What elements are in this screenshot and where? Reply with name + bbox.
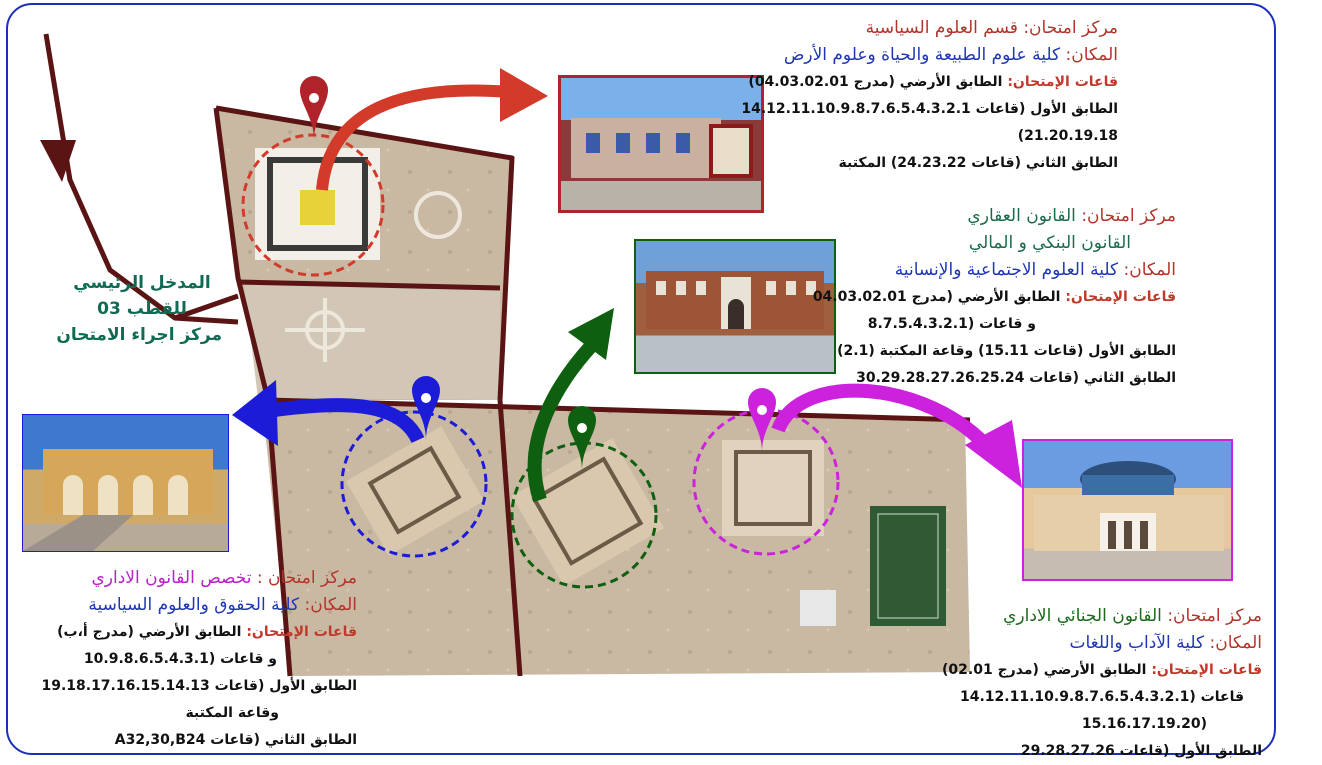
photo-social-building bbox=[634, 239, 836, 374]
halls-label: قاعات الإمتحان: bbox=[1007, 74, 1118, 90]
halls-label: قاعات الإمتحان: bbox=[1151, 662, 1262, 678]
halls-line3: الطابق الأول (قاعات 19.18.17.16.15.14.13 bbox=[41, 678, 357, 694]
center-value: تخصص القانون الاداري bbox=[91, 568, 252, 588]
place-value: كلية علوم الطبيعة والحياة وعلوم الأرض bbox=[783, 45, 1061, 65]
photo-political-building bbox=[558, 75, 764, 213]
center-criminal-info bbox=[942, 603, 1262, 765]
center-label: مركز امتحان : bbox=[256, 568, 357, 588]
center-value: القانون الجنائي الاداري bbox=[1003, 606, 1162, 626]
photo-letters-building bbox=[1022, 439, 1233, 581]
place-label: المكان: bbox=[1065, 45, 1118, 65]
center-realestate-info bbox=[813, 203, 1176, 392]
place-value: كلية الحقوق والعلوم السياسية bbox=[88, 595, 300, 615]
center-label: مركز امتحان: bbox=[1023, 18, 1118, 38]
entrance-line3: مركز اجراء الامتحان bbox=[56, 325, 222, 345]
entrance-label bbox=[56, 270, 222, 348]
halls-line3: (15.16.17.19.20 bbox=[1081, 716, 1207, 732]
halls-line3: 21.20.19.18) bbox=[1017, 128, 1118, 144]
halls-line1: الطابق الأرضي (مدرج 04.03.02.01 bbox=[812, 289, 1061, 305]
place-label: المكان: bbox=[1209, 633, 1262, 653]
halls-label: قاعات الإمتحان: bbox=[246, 624, 357, 640]
building-letters-footprint bbox=[722, 440, 824, 536]
center-label: مركز امتحان: bbox=[1081, 206, 1176, 226]
place-value: كلية العلوم الاجتماعية والإنسانية bbox=[894, 260, 1119, 280]
halls-line4: الطابق الأول (قاعات 29.28.27.26 bbox=[1020, 743, 1262, 759]
halls-label: قاعات الإمتحان: bbox=[1065, 289, 1176, 305]
halls-line4: الطابق الثاني (قاعات 24.23.22) المكتبة bbox=[838, 155, 1118, 171]
halls-line1: الطابق الأرضي (مدرج 04.03.02.01) bbox=[748, 74, 1003, 90]
building-political-footprint bbox=[255, 148, 380, 260]
center-label: مركز امتحان: bbox=[1167, 606, 1262, 626]
place-label: المكان: bbox=[1123, 260, 1176, 280]
center-value2: القانون البنكي و المالي bbox=[968, 233, 1131, 253]
photo-admin-building bbox=[22, 414, 229, 552]
halls-line2: و قاعات (8.7.5.4.3.2.1 bbox=[867, 316, 1036, 332]
halls-line3: الطابق الأول (قاعات 15.11) وقاعة المكتبة (2.1) bbox=[837, 343, 1176, 359]
halls-line4: وقاعة المكتبة bbox=[185, 705, 279, 721]
center-political-info bbox=[741, 15, 1118, 177]
halls-line1: الطابق الأرضي (مدرج أ،ب) bbox=[57, 624, 242, 640]
center-admin-info bbox=[41, 565, 357, 754]
halls-line2: قاعات (14.12.11.10.9.8.7.6.5.4.3.2.1 bbox=[959, 689, 1244, 705]
entrance-line2: للقطب 03 bbox=[97, 299, 187, 319]
entrance-line1: المدخل الرئيسي bbox=[73, 273, 211, 293]
place-value: كلية الآداب واللغات bbox=[1069, 633, 1205, 653]
halls-line5: الطابق الثاني (قاعات A32,30,B24 bbox=[114, 732, 357, 748]
halls-line2: الطابق الأول (قاعات 14.12.11.10.9.8.7.6.5.4.3.2.1 bbox=[741, 101, 1118, 117]
place-label: المكان: bbox=[304, 595, 357, 615]
center-value: قسم العلوم السياسية bbox=[865, 18, 1018, 38]
halls-line4: الطابق الثاني (قاعات 30.29.28.27.26.25.24 bbox=[856, 370, 1176, 386]
halls-line1: الطابق الأرضي (مدرج 02.01) bbox=[942, 662, 1147, 678]
center-value: القانون العقاري bbox=[967, 206, 1076, 226]
halls-line2: و قاعات (10.9.8.6.5.4.3.1 bbox=[83, 651, 277, 667]
